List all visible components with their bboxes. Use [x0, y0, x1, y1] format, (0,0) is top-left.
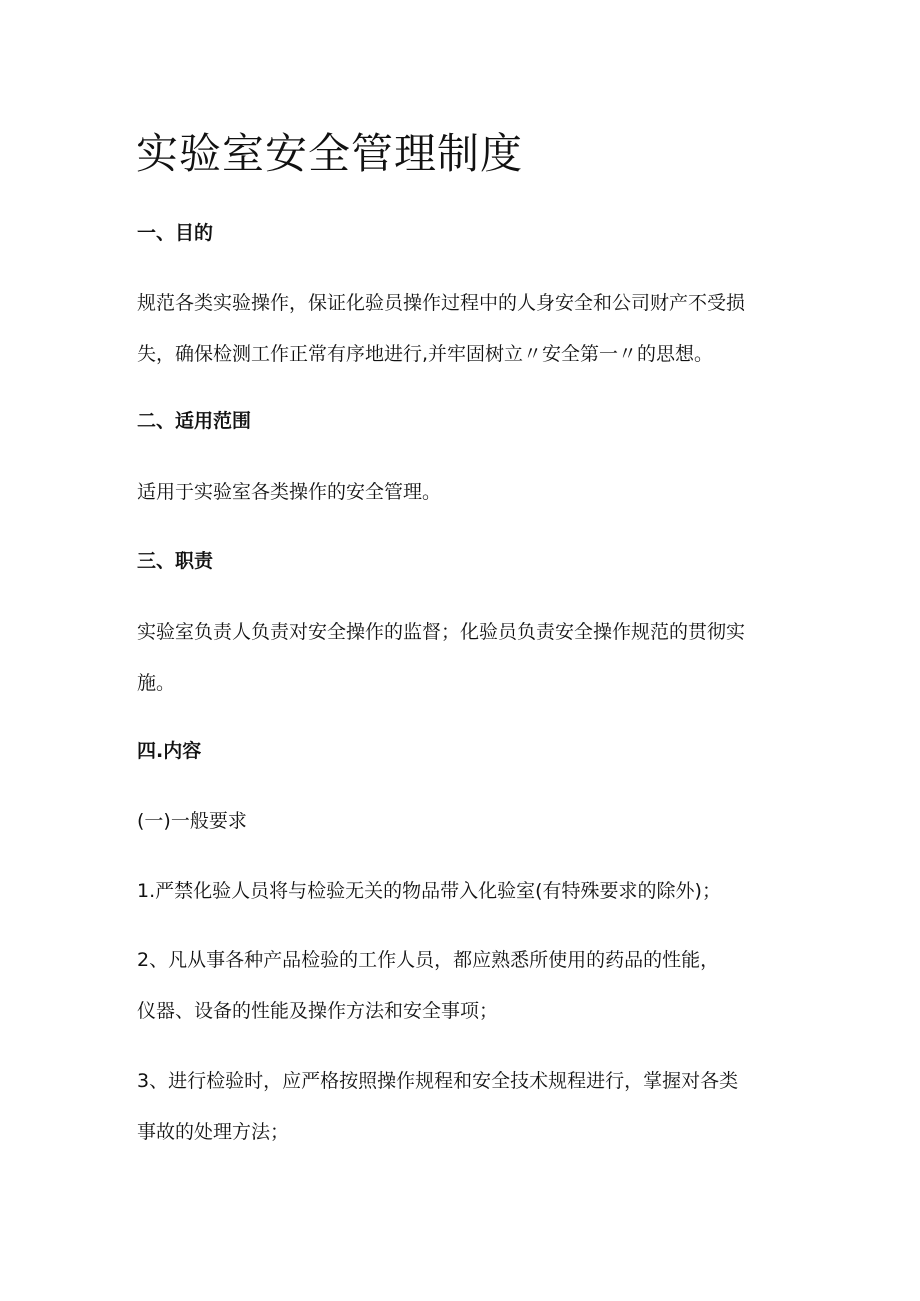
paragraph-line: 实验室负责人负责对安全操作的监督；化验员负责安全操作规范的贯彻实	[137, 621, 746, 643]
list-item-line: 仪器、设备的性能及操作方法和安全事项；	[137, 1000, 499, 1022]
document-title: 实验室安全管理制度	[136, 129, 524, 178]
list-item-line: 事故的处理方法；	[137, 1121, 290, 1143]
paragraph-line: 施。	[137, 672, 176, 694]
section-heading-purpose: 一、目的	[137, 222, 214, 244]
paragraph-line: 适用于实验室各类操作的安全管理。	[137, 481, 442, 503]
paragraph-line: 规范各类实验操作，保证化验员操作过程中的人身安全和公司财产不受损	[137, 292, 746, 314]
list-item-line: 2、凡从事各种产品检验的工作人员，都应熟悉所使用的药品的性能，	[137, 949, 720, 971]
list-item	[137, 878, 787, 904]
list-item	[137, 947, 787, 1024]
subsection-heading-general: (一)一般要求	[137, 810, 247, 832]
list-item-line: 1.严禁化验人员将与检验无关的物品带入化验室(有特殊要求的除外)；	[137, 880, 721, 902]
paragraph-line: 失，确保检测工作正常有序地进行,并牢固树立〃安全第一〃的思想。	[137, 343, 714, 365]
list-item	[137, 1068, 787, 1145]
section-heading-content: 四.内容	[137, 740, 202, 762]
section-body-scope	[137, 479, 787, 505]
section-body-duty	[137, 619, 787, 696]
list-item-line: 3、进行检验时，应严格按照操作规程和安全技术规程进行，掌握对各类	[137, 1070, 739, 1092]
section-heading-scope: 二、适用范围	[137, 410, 252, 432]
section-heading-duty: 三、职责	[137, 550, 214, 572]
section-body-purpose	[137, 290, 787, 367]
